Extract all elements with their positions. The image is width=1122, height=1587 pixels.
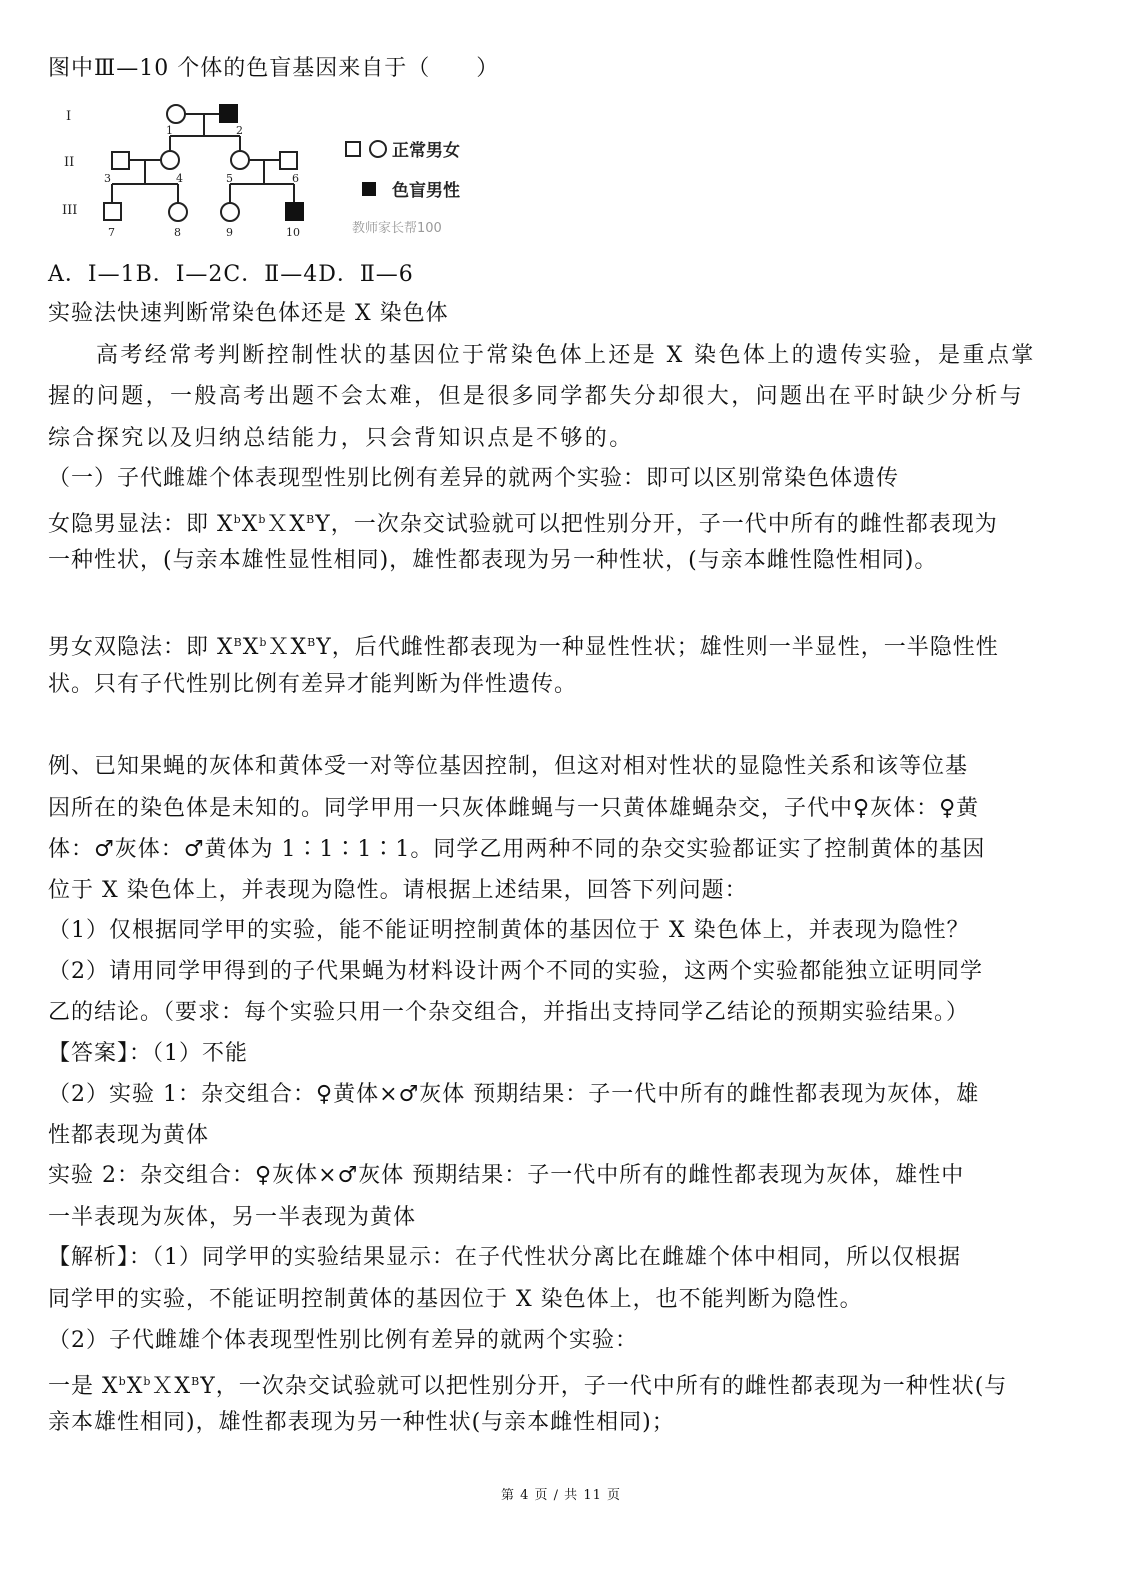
question-options: A．Ⅰ—1B．Ⅰ—2C．Ⅱ—4D．Ⅱ—6 bbox=[48, 262, 414, 287]
example-question-2: （2）请用同学甲得到的子代果蝇为材料设计两个不同的实验，这两个实验都能独立证明同学 bbox=[48, 959, 984, 984]
method-2-line-1: 男女双隐法：即 $X^BX^bXX^BY$，后代雌性都表现为一种显性性状；雄性则一半显性，一半隐性性 bbox=[48, 635, 999, 660]
individual-number-4: 4 bbox=[176, 172, 183, 185]
answer-line-3: 性都表现为黄体 bbox=[48, 1123, 210, 1148]
analysis-line-2: 同学甲的实验，不能证明控制黄体的基因位于 X 染色体上，也不能判断为隐性。 bbox=[48, 1287, 863, 1312]
example-line-1: 例、已知果蝇的灰体和黄体受一对等位基因控制，但这对相对性状的显隐性关系和该等位基 bbox=[48, 754, 969, 779]
answer-line-4: 实验 2：杂交组合：♀灰体×♂灰体 预期结果：子一代中所有的雌性都表现为灰体，雄性中 bbox=[48, 1163, 965, 1188]
legend-normal-female-circle bbox=[370, 141, 386, 157]
part-1-heading: （一）子代雌雄个体表现型性别比例有差异的就两个实验：即可以区别常染色体遗传 bbox=[48, 466, 900, 491]
individual-1-normal-female bbox=[167, 105, 185, 123]
individual-number-3: 3 bbox=[104, 172, 111, 185]
example-question-2-cont: 乙的结论。（要求：每个实验只用一个杂交组合，并指出支持同学乙结论的预期实验结果。） bbox=[48, 1000, 970, 1025]
individual-10-colorblind-male bbox=[286, 203, 303, 220]
method-1-line-2: 一种性状，(与亲本雄性显性相同)，雄性都表现为另一种性状，(与亲本雌性隐性相同)。 bbox=[48, 548, 938, 573]
individual-number-1: 1 bbox=[166, 124, 173, 137]
individual-4-normal-female bbox=[161, 151, 179, 169]
method-1-line-1: 女隐男显法：即 $X^bX^bXX^BY$，一次杂交试验就可以把性别分开，子一代中所有的雌性都表现为 bbox=[48, 512, 998, 537]
individual-number-7: 7 bbox=[108, 226, 115, 239]
answer-line-1: 【答案】：（1）不能 bbox=[48, 1041, 248, 1066]
intro-line-3: 综合探究以及归纳总结能力，只会背知识点是不够的。 bbox=[48, 426, 634, 451]
individual-number-6: 6 bbox=[292, 172, 299, 185]
individual-number-9: 9 bbox=[226, 226, 233, 239]
individual-9-normal-female bbox=[221, 203, 239, 221]
example-line-3: 体：♂灰体：♂黄体为 1∶1∶1∶1。同学乙用两种不同的杂交实验都证实了控制黄体的基因 bbox=[48, 837, 986, 862]
example-line-2: 因所在的染色体是未知的。同学甲用一只灰体雌蝇与一只黄体雄蝇杂交，子代中♀灰体：♀黄 bbox=[48, 796, 980, 821]
legend-normal-label: 正常男女 bbox=[392, 141, 460, 161]
individual-3-normal-male bbox=[112, 152, 129, 169]
answer-line-5: 一半表现为灰体，另一半表现为黄体 bbox=[48, 1205, 417, 1230]
intro-line-1: 高考经常考判断控制性状的基因位于常染色体上还是 X 染色体上的遗传实验，是重点掌 bbox=[96, 343, 1036, 368]
intro-line-2: 握的问题，一般高考出题不会太难，但是很多同学都失分却很大，问题出在平时缺少分析与 bbox=[48, 384, 1025, 409]
pedigree-diagram bbox=[48, 92, 488, 252]
generation-label-2: II bbox=[64, 155, 75, 170]
individual-number-8: 8 bbox=[174, 226, 181, 239]
individual-number-10: 10 bbox=[286, 226, 300, 239]
method-2-line-2: 状。只有子代性别比例有差异才能判断为伴性遗传。 bbox=[48, 672, 578, 697]
example-question-1: （1）仅根据同学甲的实验，能不能证明控制黄体的基因位于 X 染色体上，并表现为隐性？ bbox=[48, 918, 970, 943]
section-title: 实验法快速判断常染色体还是 X 染色体 bbox=[48, 301, 449, 326]
page-footer: 第 4 页 / 共 11 页 bbox=[501, 1488, 621, 1503]
individual-number-2: 2 bbox=[236, 124, 243, 137]
watermark-text: 教师家长帮100 bbox=[352, 221, 442, 236]
individual-6-normal-male bbox=[280, 152, 297, 169]
generation-label-3: III bbox=[62, 203, 78, 218]
generation-label-1: I bbox=[66, 109, 72, 124]
analysis-line-1: 【解析】：（1）同学甲的实验结果显示：在子代性状分离比在雌雄个体中相同，所以仅根据 bbox=[48, 1245, 962, 1270]
analysis-formula-line-1: 一是 $X^bX^bXX^BY$，一次杂交试验就可以把性别分开，子一代中所有的雌性都表现为一种性状(与 bbox=[48, 1374, 1008, 1399]
analysis-formula-line-2: 亲本雄性相同)，雄性都表现为另一种性状(与亲本雌性相同)； bbox=[48, 1410, 675, 1435]
individual-2-colorblind-male bbox=[220, 105, 237, 122]
individual-8-normal-female bbox=[169, 203, 187, 221]
individual-5-normal-female bbox=[231, 151, 249, 169]
legend-normal-male-square bbox=[346, 142, 360, 156]
individual-7-normal-male bbox=[104, 203, 121, 220]
legend-colorblind-male-square bbox=[362, 182, 376, 196]
answer-line-2: （2）实验 1：杂交组合：♀黄体×♂灰体 预期结果：子一代中所有的雌性都表现为灰体，雄 bbox=[48, 1082, 980, 1107]
example-line-4: 位于 X 染色体上，并表现为隐性。请根据上述结果，回答下列问题： bbox=[48, 878, 748, 903]
analysis-line-3: （2）子代雌雄个体表现型性别比例有差异的就两个实验： bbox=[48, 1328, 638, 1353]
legend-colorblind-label: 色盲男性 bbox=[392, 181, 460, 201]
individual-number-5: 5 bbox=[226, 172, 233, 185]
question-stem: 图中Ⅲ—10 个体的色盲基因来自于（ ） bbox=[48, 56, 500, 81]
